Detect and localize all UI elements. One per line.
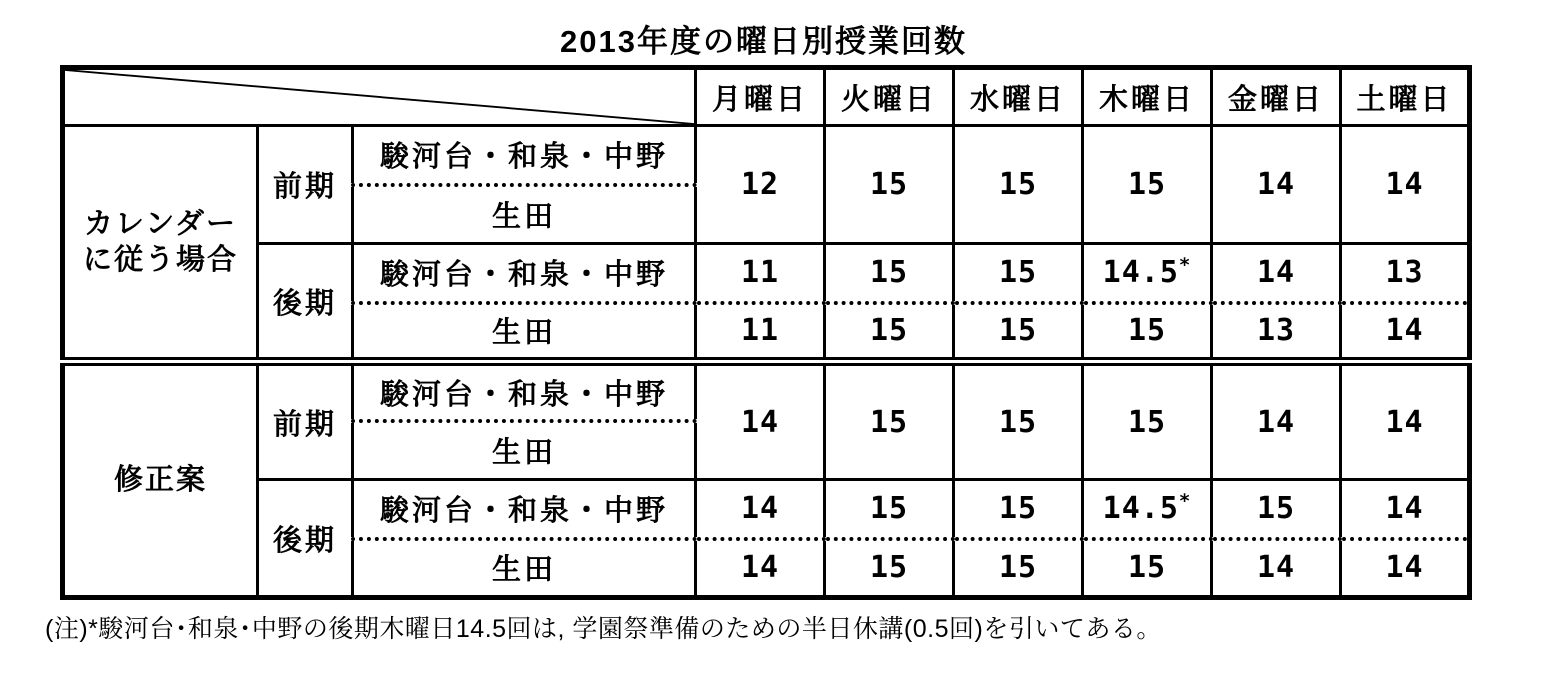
section-label-calendar: [63, 126, 258, 362]
header-row: [63, 68, 1470, 126]
day-header-fri: 金曜日: [1212, 68, 1341, 126]
count-cell: 14: [696, 362, 825, 480]
footnote-asterisk: *: [1178, 490, 1192, 513]
count-cell: 14: [696, 539, 825, 598]
count-cell: 14: [1212, 244, 1341, 303]
footnote-asterisk: *: [1178, 254, 1192, 277]
diagonal-line: [65, 70, 694, 124]
document-page: [0, 16, 1550, 684]
count-cell: 15: [825, 362, 954, 480]
count-cell: 11: [696, 244, 825, 303]
count-cell: 15: [1083, 539, 1212, 598]
count-cell: 15: [1212, 480, 1341, 539]
class-count-table: [60, 65, 1472, 600]
count-cell: 14: [1341, 539, 1470, 598]
campus-label-ikuta: 生田: [353, 185, 696, 244]
campus-label-surugadai: 駿河台・和泉・中野: [353, 126, 696, 185]
table-row: [63, 126, 1470, 185]
count-cell: 14: [1341, 303, 1470, 362]
count-cell-asterisk: [1083, 480, 1212, 539]
section-label-line: カレンダー: [83, 207, 238, 240]
day-header-thu: 木曜日: [1083, 68, 1212, 126]
period-label-zenki: 前期: [258, 126, 353, 244]
count-cell: 14: [1212, 539, 1341, 598]
count-cell: 15: [954, 244, 1083, 303]
day-header-sat: 土曜日: [1341, 68, 1470, 126]
count-cell: 15: [825, 480, 954, 539]
count-cell: 15: [825, 244, 954, 303]
section-label-line: 修正案: [113, 464, 207, 497]
period-label-kouki: 後期: [258, 244, 353, 362]
table-row: [63, 362, 1470, 421]
count-cell: 14: [1341, 480, 1470, 539]
count-value: 14.5: [1102, 491, 1179, 527]
count-cell: 15: [825, 303, 954, 362]
count-cell: 14: [1212, 126, 1341, 244]
page-title: 2013年度の曜日別授業回数: [560, 24, 967, 59]
count-cell: 15: [954, 362, 1083, 480]
count-cell: 13: [1212, 303, 1341, 362]
count-cell: 15: [1083, 126, 1212, 244]
count-cell: 12: [696, 126, 825, 244]
table-row: [63, 244, 1470, 303]
count-cell: 14: [1212, 362, 1341, 480]
count-cell: 15: [954, 480, 1083, 539]
count-cell: 15: [825, 126, 954, 244]
count-cell-asterisk: [1083, 244, 1212, 303]
period-label-kouki: 後期: [258, 480, 353, 598]
count-cell: 14: [696, 480, 825, 539]
period-label-zenki: 前期: [258, 362, 353, 480]
count-value: 14.5: [1102, 255, 1179, 291]
count-cell: 14: [1341, 362, 1470, 480]
count-cell: 15: [1083, 303, 1212, 362]
section-label-line: に従う場合: [82, 244, 238, 276]
count-cell: 11: [696, 303, 825, 362]
count-cell: 13: [1341, 244, 1470, 303]
campus-label-ikuta: 生田: [353, 421, 696, 480]
campus-label-ikuta: 生田: [353, 303, 696, 362]
count-cell: 15: [954, 126, 1083, 244]
day-header-mon: 月曜日: [696, 68, 825, 126]
corner-cell: [63, 68, 696, 126]
section-label-revised: [63, 362, 258, 598]
campus-label-surugadai: 駿河台・和泉・中野: [353, 362, 696, 421]
day-header-wed: 水曜日: [954, 68, 1083, 126]
table-row: [63, 480, 1470, 539]
count-cell: 15: [954, 539, 1083, 598]
footnote: (注)*駿河台･和泉･中野の後期木曜日14.5回は, 学園祭準備のための半日休講(0.5回)を引いてある。: [45, 615, 1162, 643]
day-header-tue: 火曜日: [825, 68, 954, 126]
campus-label-ikuta: 生田: [353, 539, 696, 598]
count-cell: 14: [1341, 126, 1470, 244]
count-cell: 15: [1083, 362, 1212, 480]
count-cell: 15: [954, 303, 1083, 362]
count-cell: 15: [825, 539, 954, 598]
campus-label-surugadai: 駿河台・和泉・中野: [353, 480, 696, 539]
campus-label-surugadai: 駿河台・和泉・中野: [353, 244, 696, 303]
